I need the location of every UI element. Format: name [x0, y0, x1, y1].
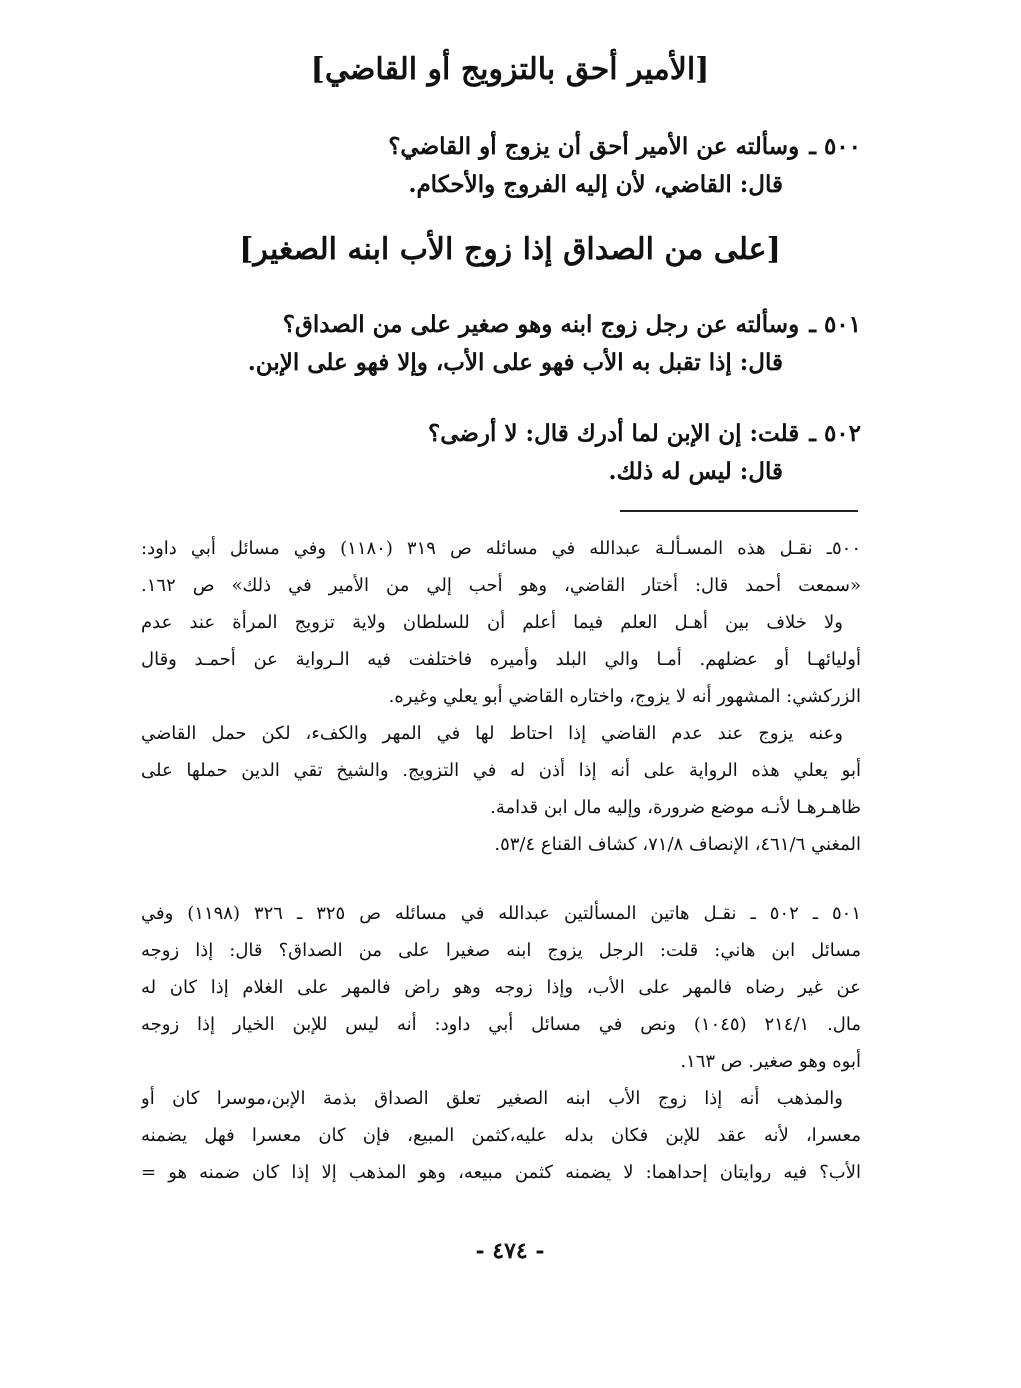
- section-heading-dowry: [على من الصداق إذا زوج الأب ابنه الصغير]: [239, 232, 781, 267]
- footnote-line: أوليائهـا أو عضلهم. أمـا والي البلد وأميره فاختلفت فيه الـرواية عن أحمـد وقال: [141, 649, 861, 670]
- page-number: - ٤٧٤ -: [475, 1238, 545, 1264]
- footnote-line: ولا خلاف بين أهـل العلم فيما أعلم أن للسلطان ولاية تزويج المرأة عند عدم: [141, 612, 844, 633]
- footnote-line: مال. ٢١٤/١ (١٠٤٥) ونص في مسائل أبي داود: أنه ليس للإبن الخيار إذا زوجه: [141, 1014, 861, 1035]
- footnote-line: الأب؟ فيه روايتان إحداهما: لا يضمنه كثمن مبيعه، وهو المذهب إلا إذا كان ضمنه هو =: [141, 1162, 861, 1183]
- question-number: ٥٠١ ـ: [809, 311, 861, 338]
- question-502: [141, 415, 861, 491]
- question-501: [141, 306, 861, 382]
- footnote-line: مسائل ابن هاني: قلت: الرجل يزوج ابنه صغيرا على من الصداق؟ قال: إذا زوجه: [141, 940, 861, 961]
- footnote-divider: [620, 510, 858, 512]
- footnote-line: ٥٠١ ـ ٥٠٢ ـ نقـل هاتين المسألتين عبدالله في مسائله ص ٣٢٥ ـ ٣٢٦ (١١٩٨) وفي: [141, 903, 861, 924]
- footnote-line: ظاهـرهـا لأنـه موضع ضرورة، وإليه مال ابن قدامة.: [490, 797, 861, 818]
- question-number: ٥٠٢ ـ: [809, 420, 861, 447]
- footnote-line: ٥٠٠ـ نقـل هذه المسـألـة عبدالله في مسائله ص ٣١٩ (١١٨٠) وفي مسائل أبي داود:: [141, 538, 861, 559]
- footnote-line: أبو يعلي هذه الرواية على أنه إذا أذن له في التزويج. والشيخ تقي الدين حملها على: [141, 760, 861, 781]
- footnote-line: الزركشي: المشهور أنه لا يزوج، واختاره القاضي أبو يعلي وغيره.: [388, 686, 861, 707]
- footnote-line: أبوه وهو صغير. ص ١٦٣.: [680, 1051, 861, 1072]
- footnote-line: «سمعت أحمد قال: أختار القاضي، وهو أحب إلي من الأمير في ذلك» ص ١٦٢.: [141, 575, 861, 596]
- question-500: [141, 128, 861, 204]
- section-heading-emir-or-judge: [الأمير أحق بالتزويج أو القاضي]: [310, 52, 710, 87]
- question-text: وسألته عن الأمير أحق أن يزوج أو القاضي؟: [388, 133, 800, 160]
- question-502-line: [141, 415, 861, 453]
- answer-502: قال: ليس له ذلك.: [608, 458, 783, 485]
- answer-500: قال: القاضي، لأن إليه الفروج والأحكام.: [408, 171, 783, 198]
- footnote-line: والمذهب أنه إذا زوج الأب ابنه الصغير تعلق الصداق بذمة الإبن،موسرا كان أو: [141, 1088, 843, 1109]
- footnote-line: عن غير رضاه فالمهر على الأب، وإذا زوجه وهو راض فالمهر على الغلام إذا كان له: [141, 977, 861, 998]
- question-number: ٥٠٠ ـ: [809, 133, 861, 160]
- footnote-line: معسرا، لأنه عقد للإبن فكان بدله عليه،كثمن المبيع، فإن كان معسرا فهل يضمنه: [141, 1125, 861, 1146]
- answer-501: قال: إذا تقبل به الأب فهو على الأب، وإلا فهو على الإبن.: [247, 349, 783, 376]
- footnote-line: وعنه يزوج عند عدم القاضي إذا احتاط لها في المهر والكفء، لكن حمل القاضي: [141, 723, 843, 744]
- question-501-line: [141, 306, 861, 344]
- question-text: قلت: إن الإبن لما أدرك قال: لا أرضى؟: [428, 420, 800, 447]
- footnote-501-502: [141, 895, 861, 1191]
- question-500-line: [141, 128, 861, 166]
- footnote-line: المغني ٤٦١/٦، الإنصاف ٧١/٨، كشاف القناع ٥٣/٤.: [494, 834, 861, 855]
- footnote-500: [141, 530, 861, 863]
- question-text: وسألته عن رجل زوج ابنه وهو صغير على من الصداق؟: [282, 311, 800, 338]
